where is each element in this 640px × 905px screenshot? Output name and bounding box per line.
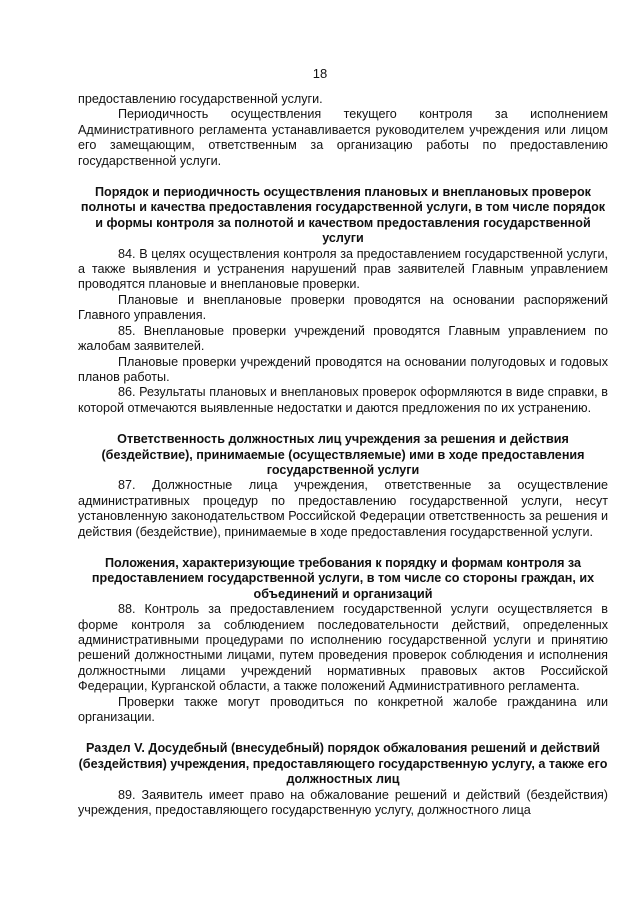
section-gap	[78, 725, 608, 741]
section-gap	[78, 169, 608, 185]
paragraph: 85. Внеплановые проверки учреждений проводятся Главным управлением по жалобам заявителей.	[78, 323, 608, 354]
document-body	[78, 92, 608, 818]
section-gap	[78, 540, 608, 556]
paragraph: Плановые и внеплановые проверки проводятся на основании распоряжений Главного управления.	[78, 292, 608, 323]
paragraph: Плановые проверки учреждений проводятся на основании полугодовых и годовых планов работы.	[78, 354, 608, 384]
paragraph: 89. Заявитель имеет право на обжалование решений и действий (бездействия) учреждения, предоставляющего государственную услугу, должностного лица	[78, 787, 608, 818]
section-heading: Раздел V. Досудебный (внесудебный) порядок обжалования решений и действий (бездействия) учреждения, предоставляющего государственную услугу, а также его должностных лиц	[78, 741, 608, 787]
paragraph: Периодичность осуществления текущего контроля за исполнением Административного регламента устанавливается руководителем учреждения или лицом его замещающим, ответственным за организацию работы по предоставлению государственной услуги.	[78, 107, 608, 168]
paragraph: 84. В целях осуществления контроля за предоставлением государственной услуги, а также выявления и устранения нарушений прав заявителей Главным управлением проводятся плановые и внеплановые проверки.	[78, 246, 608, 292]
paragraph: предоставлению государственной услуги.	[78, 92, 323, 106]
paragraph: 86. Результаты плановых и внеплановых проверок оформляются в виде справки, в которой отмечаются выявленные недостатки и даются предложения по их устранению.	[78, 385, 608, 415]
paragraph: Проверки также могут проводиться по конкретной жалобе гражданина или организации.	[78, 694, 608, 725]
paragraph: 87. Должностные лица учреждения, ответственные за осуществление административных процедур по предоставлению государственной услуги, несут установленную законодательством Российской Федерации ответственность за решения и действия (бездействие), принимаемые в ходе предоставления государственной услуги.	[78, 478, 608, 539]
section-heading: Ответственность должностных лиц учреждения за решения и действия (бездействие), принимаемые (осуществляемые) ими в ходе предоставления государственной услуги	[101, 432, 585, 477]
paragraph: 88. Контроль за предоставлением государственной услуги осуществляется в форме контроля за соблюдением последовательности действий, определенных административными процедурами по исполнению государственной услуги и принятию решений должностными лицами, путем проведения проверок соблюдения и исполнения должностными лицами учреждений нормативных правовых актов Российской Федерации, Курганской области, а также положений Административного регламента.	[78, 602, 608, 694]
page-number: 18	[312, 66, 328, 81]
section-gap	[78, 416, 608, 432]
section-heading: Положения, характеризующие требования к порядку и формам контроля за предоставлением государственной услуги, в том числе со стороны граждан, их объединений и организаций	[91, 555, 595, 601]
section-heading: Порядок и периодичность осуществления плановых и внеплановых проверок полноты и качества предоставления государственной услуги, в том числе порядок и формы контроля за полнотой и качеством предоставления государственной услуги	[80, 185, 606, 246]
